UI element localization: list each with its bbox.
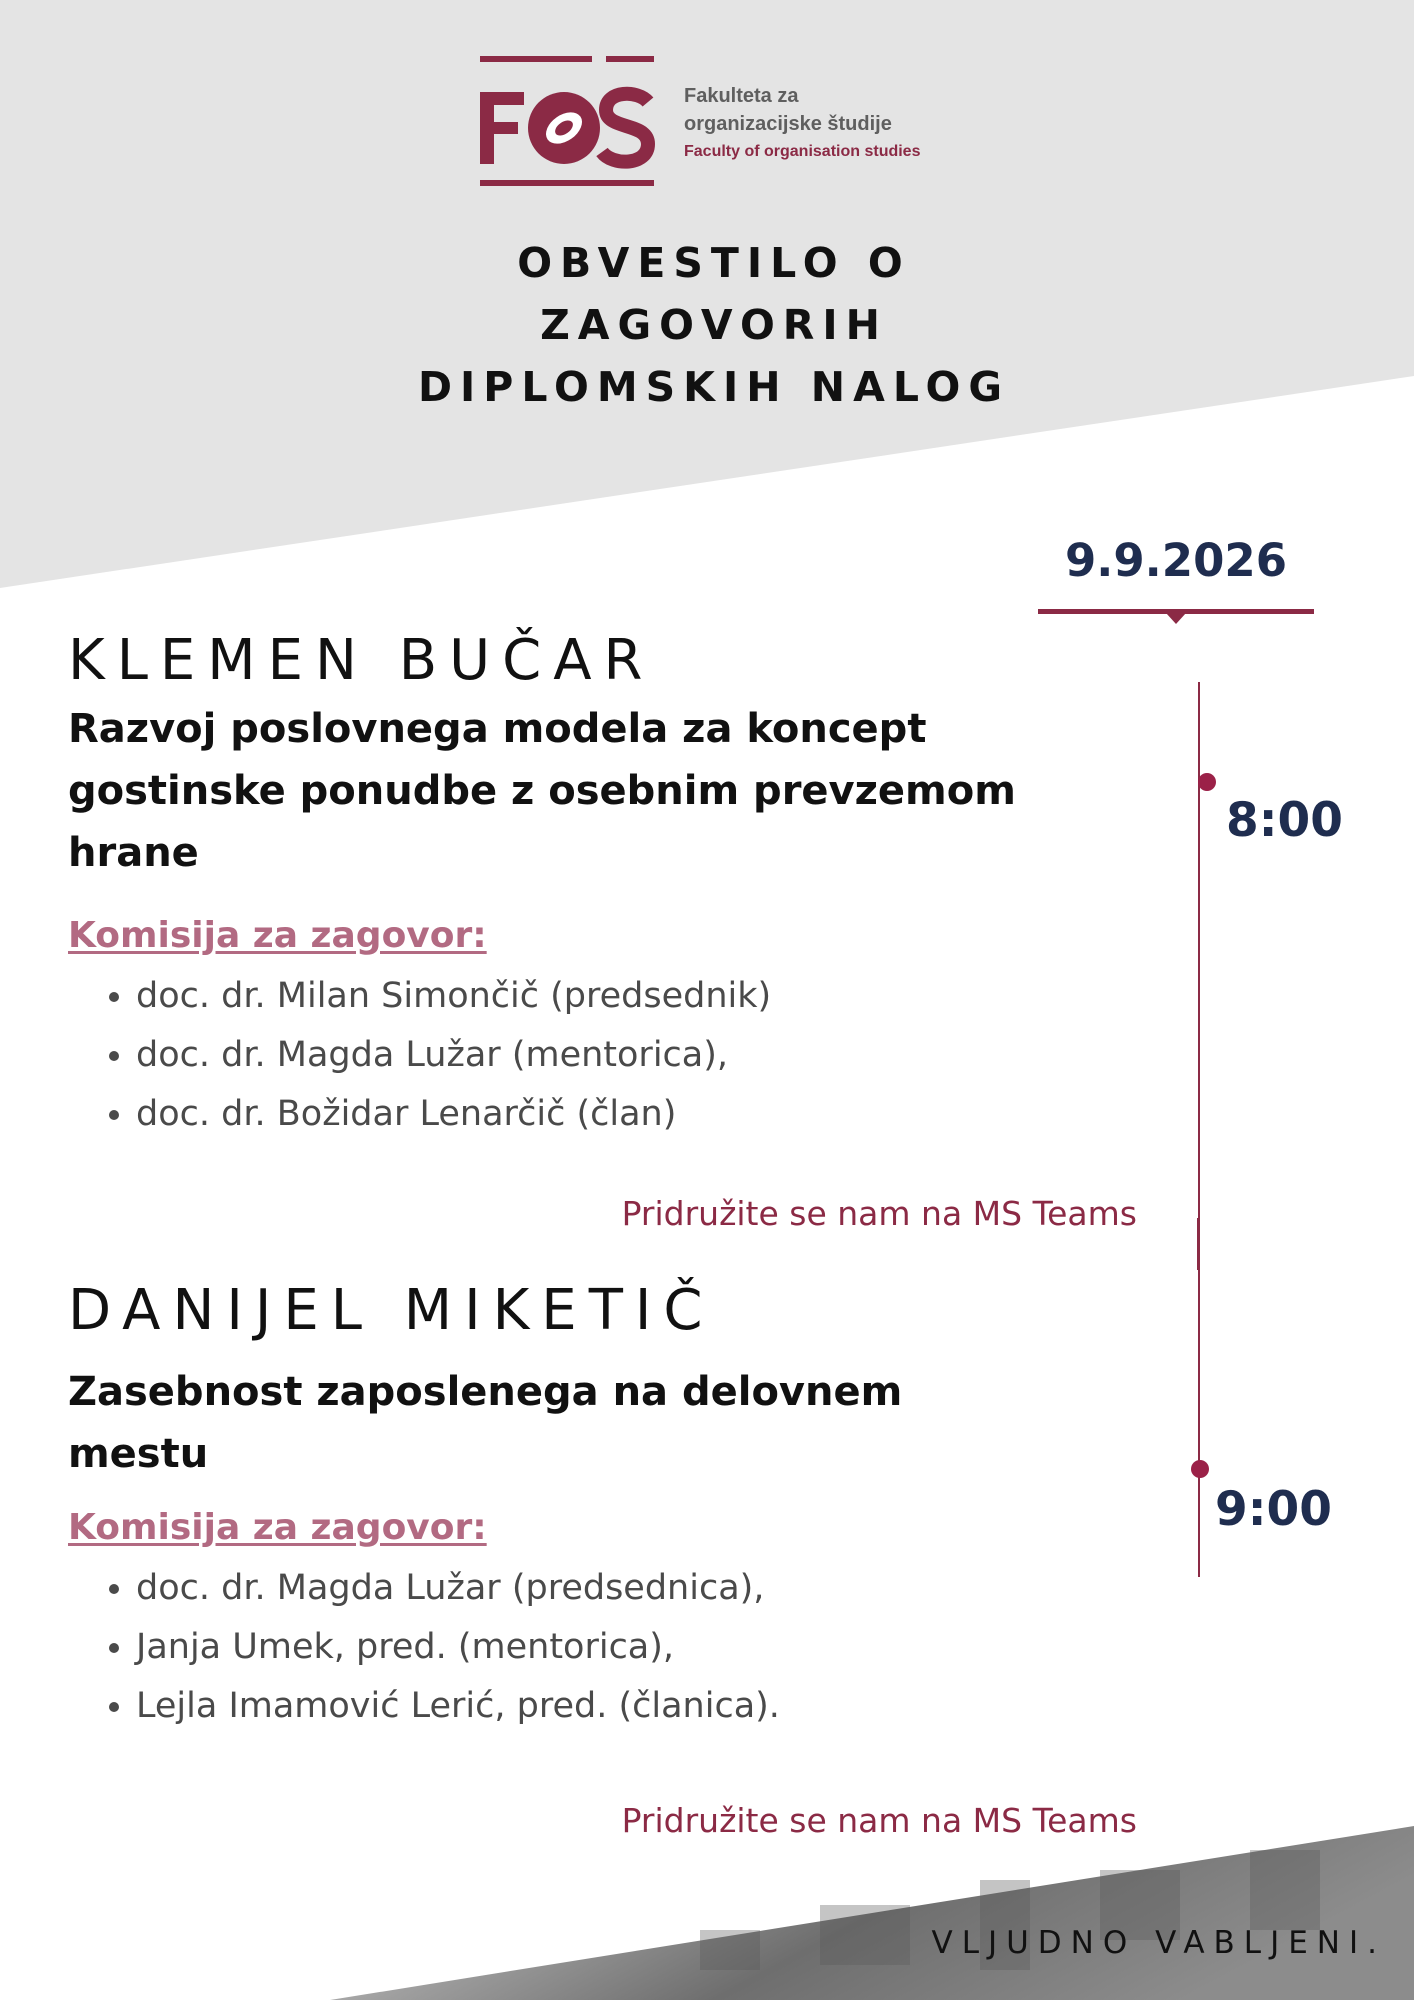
page-title — [300, 232, 1128, 418]
thesis-title-2: Zasebnost zaposlenega na delovnem mestu — [68, 1369, 903, 1477]
logo-line-2: organizacijske študije — [684, 113, 892, 135]
page-title-line-1: OBVESTILO O — [517, 239, 911, 287]
defense-time-1: 8:00 — [1226, 793, 1343, 848]
logo-line-1: Fakulteta za — [684, 85, 799, 107]
candidate-name-2: DANIJEL MIKETIČ — [68, 1278, 715, 1343]
timeline-line — [1198, 682, 1200, 1577]
thesis-title-1: Razvoj poslovnega modela za koncept gostinske ponudbe z osebnim prevzemom hrane — [68, 706, 1016, 876]
committee-member: • doc. dr. Božidar Lenarčič (član) — [136, 1085, 771, 1144]
ms-teams-join-link-1[interactable]: Pridružite se nam na MS Teams — [621, 1194, 1137, 1233]
ms-teams-join-link-2[interactable]: Pridružite se nam na MS Teams — [621, 1801, 1137, 1840]
committee-member: • doc. dr. Milan Simončič (predsednik) — [136, 967, 771, 1026]
timeline-tick — [1197, 1218, 1200, 1270]
event-date: 9.9.2026 — [1064, 534, 1288, 587]
logo-wordmark — [684, 82, 920, 166]
fos-logo-mark — [478, 52, 656, 192]
timeline-dot-2 — [1191, 1460, 1209, 1478]
committee-member: • Lejla Imamović Lerić, pred. (članica). — [136, 1677, 780, 1736]
page-title-line-2: ZAGOVORIH — [540, 301, 888, 349]
closing-invitation: VLJUDNO VABLJENI. — [931, 1925, 1386, 1961]
committee-list-1 — [68, 967, 771, 1144]
faculty-logo — [478, 52, 938, 192]
committee-member: • doc. dr. Magda Lužar (mentorica), — [136, 1026, 771, 1085]
committee-member: • doc. dr. Magda Lužar (predsednica), — [136, 1559, 780, 1618]
page-title-line-3: DIPLOMSKIH NALOG — [417, 363, 1010, 411]
candidate-name-1: KLEMEN BUČAR — [68, 628, 655, 693]
timeline-dot-1 — [1198, 773, 1216, 791]
committee-list-2 — [68, 1559, 780, 1736]
logo-line-3: Faculty of organisation studies — [684, 143, 921, 160]
defense-time-2: 9:00 — [1215, 1482, 1332, 1537]
committee-member: • Janja Umek, pred. (mentorica), — [136, 1618, 780, 1677]
committee-label-1: Komisija za zagovor: — [68, 915, 487, 956]
committee-label-2: Komisija za zagovor: — [68, 1507, 487, 1548]
date-caret-icon — [1166, 613, 1186, 624]
